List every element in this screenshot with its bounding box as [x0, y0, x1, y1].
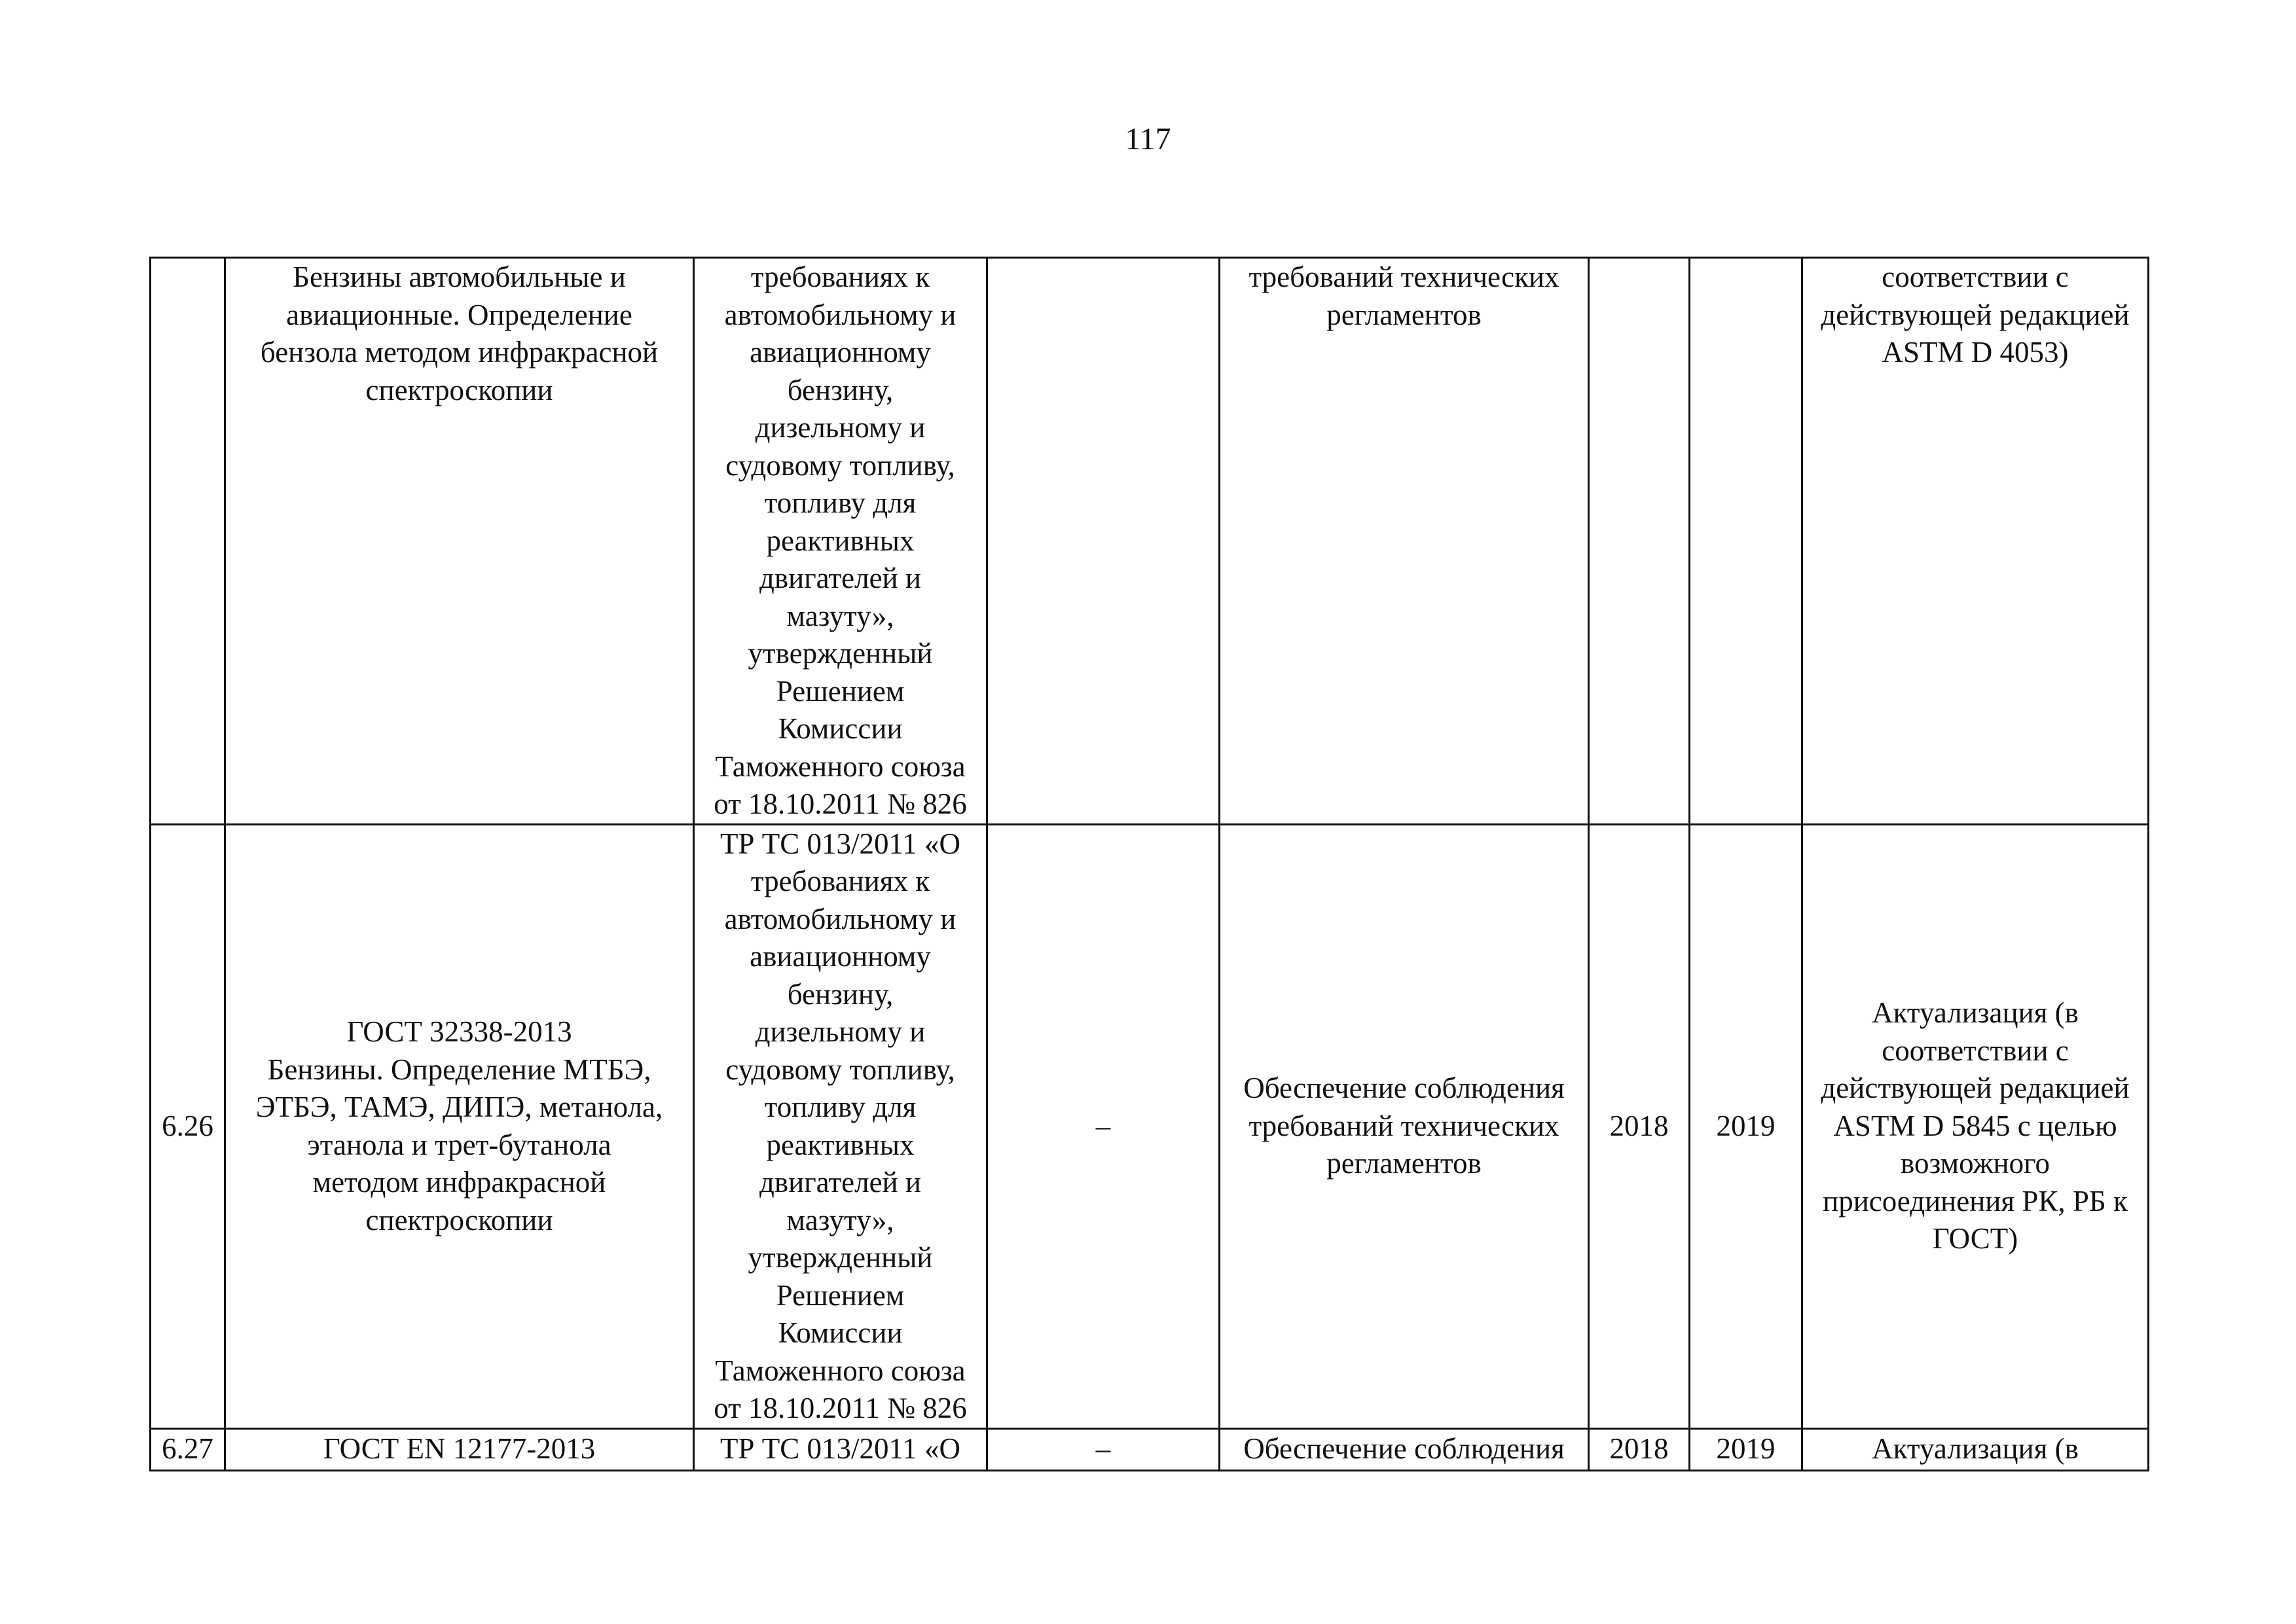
regulation-line: Таможенного союза: [715, 749, 966, 783]
cell-year-start: 2018: [1589, 1428, 1690, 1470]
regulation-line: бензину,: [787, 977, 894, 1011]
regulation-line: двигателей и: [759, 1166, 921, 1199]
cell-year-start: [1589, 258, 1690, 825]
regulation-line: мазуту»,: [786, 1203, 894, 1236]
note-line: ASTM D 5845 с целью: [1833, 1109, 2117, 1142]
cell-regulation: ТР ТС 013/2011 «О: [694, 1428, 987, 1470]
cell-year-end: [1690, 258, 1802, 825]
note-line: присоединения РК, РБ к: [1823, 1184, 2128, 1218]
table-row-6-26: [151, 824, 2149, 1428]
regulation-line: дизельному и: [755, 411, 926, 444]
page-number: 117: [1125, 122, 1171, 156]
cell-standard: [225, 258, 694, 825]
regulation-line: судовому топливу,: [725, 448, 955, 482]
note-line: соответствии с: [1882, 1034, 2069, 1067]
note-line: соответствии с: [1882, 261, 2069, 293]
goal-line: требований технических: [1248, 1109, 1559, 1142]
cell-col4: –: [987, 1428, 1220, 1470]
regulation-line: авиационному: [750, 336, 931, 369]
note-line: ГОСТ): [1932, 1222, 2018, 1255]
cell-goal: [1220, 258, 1589, 825]
standard-line: бензола методом инфракрасной: [260, 336, 659, 369]
cell-year-end: 2019: [1690, 1428, 1802, 1470]
regulation-line: от 18.10.2011 № 826: [714, 1392, 967, 1424]
cell-note: [1802, 824, 2149, 1428]
goal-line: Обеспечение соблюдения: [1243, 1072, 1565, 1105]
regulation-line: требованиях к: [750, 261, 930, 293]
cell-regulation: [694, 824, 987, 1428]
regulation-line: топливу для: [764, 486, 917, 519]
cell-goal: Обеспечение соблюдения: [1220, 1428, 1589, 1470]
cell-note: Актуализация (в: [1802, 1428, 2149, 1470]
regulation-line: авиационному: [750, 940, 931, 973]
regulation-line: требованиях к: [750, 865, 930, 897]
cell-standard: [225, 824, 694, 1428]
goal-line: регламентов: [1326, 1147, 1482, 1180]
note-line: Актуализация (в: [1872, 996, 2079, 1030]
goal-line: регламентов: [1326, 298, 1482, 331]
regulation-line: мазуту»,: [786, 599, 894, 632]
standard-line: спектроскопии: [365, 1203, 553, 1236]
cell-note: [1802, 258, 2149, 825]
cell-goal: [1220, 824, 1589, 1428]
table-row-6-27: [151, 1428, 2149, 1470]
goal-line: требований технических: [1248, 261, 1559, 293]
regulation-line: автомобильному и: [724, 298, 957, 331]
note-line: действующей редакцией: [1821, 1072, 2130, 1105]
regulation-line: судовому топливу,: [725, 1053, 955, 1086]
regulation-line: от 18.10.2011 № 826: [714, 787, 967, 820]
standard-line: спектроскопии: [365, 373, 553, 406]
regulation-line: топливу для: [764, 1091, 917, 1123]
cell-standard: ГОСТ EN 12177-2013: [225, 1428, 694, 1470]
cell-regulation: [694, 258, 987, 825]
note-line: ASTM D 4053): [1882, 336, 2069, 369]
regulation-line: Решением: [776, 1278, 905, 1312]
regulation-line: утвержденный: [748, 637, 933, 670]
cell-num: 6.26: [151, 824, 225, 1428]
regulation-line: реактивных: [766, 524, 915, 557]
cell-year-end: 2019: [1690, 824, 1802, 1428]
standards-table: [149, 257, 2149, 1471]
standard-line: методом инфракрасной: [312, 1166, 606, 1199]
cell-num: 6.27: [151, 1428, 225, 1470]
cell-num: [151, 258, 225, 825]
regulation-line: Комиссии: [778, 712, 903, 745]
cell-col4: [987, 258, 1220, 825]
standard-line: авиационные. Определение: [286, 298, 632, 331]
standard-line: Бензины автомобильные и: [293, 261, 626, 293]
regulation-line: дизельному и: [755, 1015, 926, 1048]
regulation-line: Комиссии: [778, 1316, 903, 1349]
note-line: возможного: [1901, 1147, 2050, 1180]
regulation-line: бензину,: [787, 373, 894, 406]
standard-line: этанола и трет-бутанола: [307, 1128, 611, 1161]
regulation-line: автомобильному и: [724, 902, 957, 935]
regulation-line: утвержденный: [748, 1241, 933, 1274]
cell-year-start: 2018: [1589, 824, 1690, 1428]
regulation-line: Таможенного союза: [715, 1354, 966, 1387]
standard-line: ГОСТ 32338-2013: [346, 1015, 572, 1048]
regulation-line: реактивных: [766, 1128, 915, 1161]
cell-col4: –: [987, 824, 1220, 1428]
regulation-line: двигателей и: [759, 562, 921, 594]
regulation-line: ТР ТС 013/2011 «О: [720, 827, 961, 860]
standard-line: ЭТБЭ, ТАМЭ, ДИПЭ, метанола,: [255, 1091, 663, 1123]
standard-line: Бензины. Определение МТБЭ,: [267, 1053, 651, 1086]
regulation-line: Решением: [776, 674, 905, 708]
note-line: действующей редакцией: [1821, 298, 2130, 331]
table-row-continuation: [151, 258, 2149, 825]
